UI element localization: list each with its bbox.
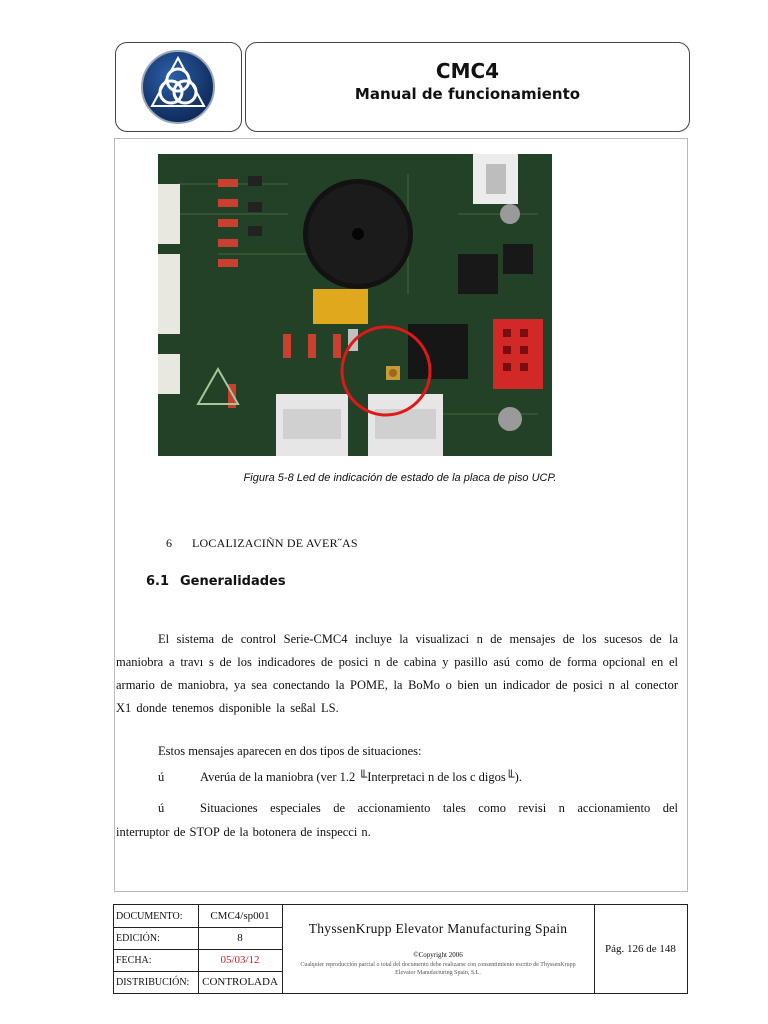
body-paragraph-2: Estos mensajes aparecen en dos tipos de situaciones: <box>158 744 422 758</box>
list-item-text: Averúa de la maniobra (ver 1.2 ╙Interpretaci n de los c digos╙). <box>200 770 522 784</box>
document-subtitle: Manual de funcionamiento <box>354 85 581 103</box>
circuit-board-photo <box>158 154 552 456</box>
bullet-mark: ú <box>158 770 165 784</box>
section-6-1-heading <box>146 574 286 589</box>
documento-label: DOCUMENTO: <box>116 911 183 922</box>
thyssenkrupp-logo-icon <box>138 48 218 126</box>
document-title: CMC4 <box>435 59 500 83</box>
list-item <box>116 796 678 844</box>
list-item <box>158 770 678 790</box>
copyright-notice: ©Copyright 2006 <box>413 951 463 959</box>
bullet-mark: ú <box>158 801 165 815</box>
body-paragraph-1: El sistema de control Serie-CMC4 incluye la visualizaci n de mensajes de los sucesos de la maniobra a travı s de los indicadores de posici n de cabina y pasillo asú como de forma opcional en el armario de maniobra, ya sea conectando la POME, la BoMo o bien un indicador de posici n al conector X1 donde tenemos disponible la seßal LS. <box>116 632 678 715</box>
distribucion-value: CONTROLADA <box>202 976 278 988</box>
footer-company-block <box>282 905 594 993</box>
subsection-title: Generalidades <box>180 574 286 589</box>
footer-table <box>113 904 688 994</box>
section-title: LOCALIZACIÑN DE AVER˝AS <box>192 536 358 550</box>
section-number: 6 <box>166 536 173 550</box>
logo-box <box>115 42 242 132</box>
list-item-text: Situaciones especiales de accionamiento tales como revisi n accionamiento del <box>200 801 678 815</box>
edicion-label: EDICIÓN: <box>116 933 160 944</box>
subsection-number: 6.1 <box>146 574 170 589</box>
fecha-value: 05/03/12 <box>220 954 260 966</box>
page-number: Pág. 126 de 148 <box>605 943 676 955</box>
section-6-heading <box>166 536 358 551</box>
legal-notice: Cualquier reproducción parcial o total del documento debe realizarse con consentimiento escrito de ThyssenKrupp Elevator Manufacturing Spain, S.L. <box>300 962 576 976</box>
distribucion-label: DISTRIBUCIÓN: <box>116 977 190 988</box>
list-item-text-continued: interruptor de STOP de la botonera de inspecci n. <box>116 825 371 839</box>
header-title-box <box>245 42 690 132</box>
documento-value: CMC4/sp001 <box>210 910 270 922</box>
edicion-value: 8 <box>237 932 243 944</box>
figure-caption: Figura 5-8 Led de indicación de estado de la placa de piso UCP. <box>243 472 557 484</box>
fecha-label: FECHA: <box>116 955 152 966</box>
company-name: ThyssenKrupp Elevator Manufacturing Spain <box>308 921 568 936</box>
